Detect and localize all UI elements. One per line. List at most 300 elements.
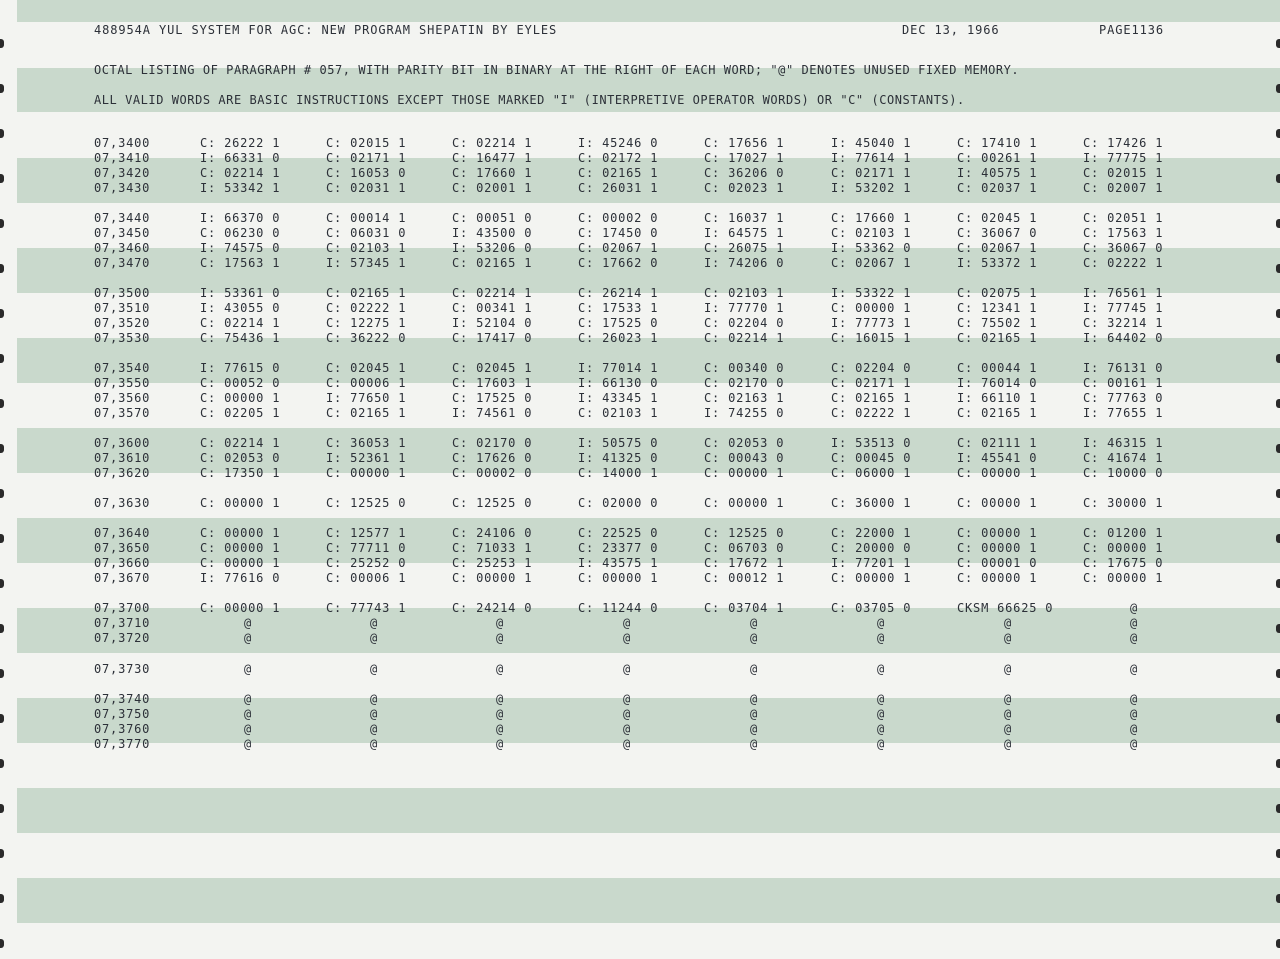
memory-word: C: 30000 1 (1083, 496, 1164, 510)
memory-word: I: 66331 0 (200, 151, 281, 165)
memory-word: C: 06703 0 (704, 541, 785, 555)
row-address: 07,3440 (94, 211, 151, 225)
memory-word: C: 16015 1 (831, 331, 912, 345)
row-address: 07,3410 (94, 151, 151, 165)
memory-word: C: 02015 1 (326, 136, 407, 150)
memory-word: C: 71033 1 (452, 541, 533, 555)
memory-word: I: 76561 1 (1083, 286, 1164, 300)
row-address: 07,3770 (94, 737, 151, 751)
memory-word: C: 25252 0 (326, 556, 407, 570)
memory-word: C: 00000 1 (200, 541, 281, 555)
listing-row (0, 571, 1280, 586)
memory-word: C: 02214 1 (452, 136, 533, 150)
memory-word: C: 16477 1 (452, 151, 533, 165)
unused-memory-marker: @ (622, 722, 632, 736)
memory-word: I: 43500 0 (452, 226, 533, 240)
memory-word: C: 17450 0 (578, 226, 659, 240)
memory-word: I: 74206 0 (704, 256, 785, 270)
unused-memory-marker: @ (369, 722, 379, 736)
memory-word: I: 77745 1 (1083, 301, 1164, 315)
memory-word: C: 00340 0 (704, 361, 785, 375)
row-address: 07,3670 (94, 571, 151, 585)
tractor-hole (1276, 939, 1280, 948)
memory-word: C: 02103 1 (831, 226, 912, 240)
memory-word: C: 02214 1 (452, 286, 533, 300)
memory-word: I: 77650 1 (326, 391, 407, 405)
unused-memory-marker: @ (1129, 707, 1139, 721)
memory-word: C: 02067 1 (578, 241, 659, 255)
unused-memory-marker: @ (1003, 707, 1013, 721)
row-address: 07,3760 (94, 722, 151, 736)
unused-memory-marker: @ (243, 722, 253, 736)
listing-row (0, 556, 1280, 571)
memory-word: C: 41674 1 (1083, 451, 1164, 465)
tractor-hole (0, 939, 4, 948)
memory-word: I: 66370 0 (200, 211, 281, 225)
unused-memory-marker: @ (1129, 662, 1139, 676)
listing-row (0, 181, 1280, 196)
memory-word: C: 00052 0 (200, 376, 281, 390)
memory-word: C: 03705 0 (831, 601, 912, 615)
row-address: 07,3650 (94, 541, 151, 555)
memory-word: C: 06031 0 (326, 226, 407, 240)
memory-word: C: 00000 1 (957, 526, 1038, 540)
memory-word: C: 02165 1 (831, 391, 912, 405)
memory-word: C: 00261 1 (957, 151, 1038, 165)
memory-word: C: 00000 1 (200, 526, 281, 540)
unused-memory-marker: @ (876, 722, 886, 736)
listing-row (0, 361, 1280, 376)
memory-word: C: 02045 1 (452, 361, 533, 375)
memory-word: I: 53202 1 (831, 181, 912, 195)
memory-word: I: 53361 0 (200, 286, 281, 300)
memory-word: I: 45541 0 (957, 451, 1038, 465)
memory-word: C: 02031 1 (326, 181, 407, 195)
memory-word: I: 53322 1 (831, 286, 912, 300)
memory-word: C: 12577 1 (326, 526, 407, 540)
row-address: 07,3520 (94, 316, 151, 330)
memory-word: C: 00000 1 (200, 601, 281, 615)
memory-word: C: 00006 1 (326, 571, 407, 585)
memory-word: C: 16053 0 (326, 166, 407, 180)
memory-word: C: 17027 1 (704, 151, 785, 165)
unused-memory-marker: @ (1129, 692, 1139, 706)
memory-word: I: 74561 0 (452, 406, 533, 420)
row-address: 07,3470 (94, 256, 151, 270)
memory-word: C: 17672 1 (704, 556, 785, 570)
memory-word: C: 02103 1 (704, 286, 785, 300)
listing-row (0, 526, 1280, 541)
row-address: 07,3700 (94, 601, 151, 615)
memory-word: I: 77655 1 (1083, 406, 1164, 420)
memory-word: C: 02214 1 (200, 166, 281, 180)
memory-word: C: 17675 0 (1083, 556, 1164, 570)
listing-row (0, 722, 1280, 737)
memory-word: C: 02170 0 (452, 436, 533, 450)
unused-memory-marker: @ (876, 737, 886, 751)
unused-memory-marker: @ (243, 631, 253, 645)
listing-row (0, 616, 1280, 631)
listing-row (0, 286, 1280, 301)
memory-word: C: 16037 1 (704, 211, 785, 225)
memory-word: C: 12525 0 (704, 526, 785, 540)
memory-word: C: 02053 0 (704, 436, 785, 450)
memory-word: C: 02204 0 (704, 316, 785, 330)
row-address: 07,3420 (94, 166, 151, 180)
row-address: 07,3450 (94, 226, 151, 240)
memory-word: C: 06000 1 (831, 466, 912, 480)
unused-memory-marker: @ (749, 707, 759, 721)
tractor-hole (1276, 39, 1280, 48)
memory-word: C: 11244 0 (578, 601, 659, 615)
tractor-hole (0, 804, 4, 813)
memory-word: C: 02067 1 (957, 241, 1038, 255)
memory-word: C: 17662 0 (578, 256, 659, 270)
memory-word: C: 00006 1 (326, 376, 407, 390)
row-address: 07,3750 (94, 707, 151, 721)
memory-word: C: 12341 1 (957, 301, 1038, 315)
memory-word: C: 02165 1 (326, 286, 407, 300)
job-title: 488954A YUL SYSTEM FOR AGC: NEW PROGRAM SHEPATIN BY EYLES (94, 23, 558, 37)
memory-word: C: 36053 1 (326, 436, 407, 450)
memory-word: I: 77773 1 (831, 316, 912, 330)
memory-word: C: 20000 0 (831, 541, 912, 555)
memory-word: I: 77616 0 (200, 571, 281, 585)
unused-memory-marker: @ (876, 631, 886, 645)
memory-word: C: 00014 1 (326, 211, 407, 225)
listing-row (0, 601, 1280, 616)
memory-word: C: 00000 1 (200, 556, 281, 570)
memory-word: C: 00045 0 (831, 451, 912, 465)
memory-word: C: 02045 1 (957, 211, 1038, 225)
memory-word: C: 12525 0 (452, 496, 533, 510)
unused-memory-marker: @ (1129, 631, 1139, 645)
memory-word: C: 02015 1 (1083, 166, 1164, 180)
unused-memory-marker: @ (749, 692, 759, 706)
listing-row (0, 662, 1280, 677)
memory-word: C: 00044 1 (957, 361, 1038, 375)
unused-memory-marker: @ (369, 737, 379, 751)
memory-word: C: 00012 1 (704, 571, 785, 585)
memory-word: C: 12525 0 (326, 496, 407, 510)
memory-word: I: 74255 0 (704, 406, 785, 420)
unused-memory-marker: @ (1003, 616, 1013, 630)
memory-word: C: 02165 1 (326, 406, 407, 420)
memory-word: C: 77743 1 (326, 601, 407, 615)
memory-word: I: 45246 0 (578, 136, 659, 150)
memory-word: C: 17410 1 (957, 136, 1038, 150)
memory-word: I: 53342 1 (200, 181, 281, 195)
unused-memory-marker: @ (749, 722, 759, 736)
memory-word: C: 24106 0 (452, 526, 533, 540)
row-address: 07,3740 (94, 692, 151, 706)
row-address: 07,3530 (94, 331, 151, 345)
row-address: 07,3500 (94, 286, 151, 300)
memory-word: C: 26023 1 (578, 331, 659, 345)
memory-word: C: 17626 0 (452, 451, 533, 465)
memory-word: C: 17426 1 (1083, 136, 1164, 150)
tractor-hole (0, 84, 4, 93)
tractor-hole (0, 894, 4, 903)
unused-memory-marker: @ (749, 616, 759, 630)
memory-word: I: 57345 1 (326, 256, 407, 270)
tractor-hole (1276, 84, 1280, 93)
unused-memory-marker: @ (243, 707, 253, 721)
row-address: 07,3720 (94, 631, 151, 645)
row-address: 07,3610 (94, 451, 151, 465)
memory-word: C: 00000 1 (200, 496, 281, 510)
memory-word: C: 17525 0 (578, 316, 659, 330)
memory-word: I: 50575 0 (578, 436, 659, 450)
tractor-hole (1276, 804, 1280, 813)
row-address: 07,3540 (94, 361, 151, 375)
memory-word: C: 75502 1 (957, 316, 1038, 330)
row-address: 07,3710 (94, 616, 151, 630)
row-address: 07,3730 (94, 662, 151, 676)
memory-word: C: 00000 1 (1083, 541, 1164, 555)
tractor-hole (0, 759, 4, 768)
memory-word: I: 45040 1 (831, 136, 912, 150)
memory-word: C: 03704 1 (704, 601, 785, 615)
memory-word: C: 02075 1 (957, 286, 1038, 300)
memory-word: I: 77775 1 (1083, 151, 1164, 165)
unused-memory-marker: @ (1129, 601, 1139, 615)
memory-word: C: 02172 1 (578, 151, 659, 165)
memory-word: C: 36222 0 (326, 331, 407, 345)
memory-word: C: 02023 1 (704, 181, 785, 195)
memory-word: C: 02204 0 (831, 361, 912, 375)
listing-row (0, 436, 1280, 451)
memory-word: I: 77614 1 (831, 151, 912, 165)
row-address: 07,3640 (94, 526, 151, 540)
memory-word: I: 64402 0 (1083, 331, 1164, 345)
unused-memory-marker: @ (749, 737, 759, 751)
memory-word: C: 00000 1 (578, 571, 659, 585)
memory-word: C: 06230 0 (200, 226, 281, 240)
memory-word: C: 00043 0 (704, 451, 785, 465)
tractor-hole (0, 849, 4, 858)
memory-word: I: 77770 1 (704, 301, 785, 315)
memory-word: C: 22000 1 (831, 526, 912, 540)
memory-word: C: 32214 1 (1083, 316, 1164, 330)
listing-row (0, 301, 1280, 316)
memory-word: C: 00000 1 (1083, 571, 1164, 585)
memory-word: C: 36206 0 (704, 166, 785, 180)
listing-row (0, 136, 1280, 151)
unused-memory-marker: @ (622, 707, 632, 721)
memory-word: C: 00002 0 (452, 466, 533, 480)
memory-word: C: 17660 1 (831, 211, 912, 225)
listing-row (0, 226, 1280, 241)
listing-row (0, 151, 1280, 166)
unused-memory-marker: @ (622, 737, 632, 751)
unused-memory-marker: @ (1003, 662, 1013, 676)
memory-word: I: 77201 1 (831, 556, 912, 570)
memory-word: CKSM 66625 0 (957, 601, 1054, 615)
memory-word: C: 14000 1 (578, 466, 659, 480)
memory-word: I: 77014 1 (578, 361, 659, 375)
unused-memory-marker: @ (369, 692, 379, 706)
memory-word: I: 64575 1 (704, 226, 785, 240)
memory-word: C: 24214 0 (452, 601, 533, 615)
row-address: 07,3660 (94, 556, 151, 570)
page-number: PAGE1136 (1099, 23, 1164, 37)
unused-memory-marker: @ (622, 662, 632, 676)
memory-word: C: 02103 1 (326, 241, 407, 255)
unused-memory-marker: @ (495, 662, 505, 676)
memory-word: C: 00000 1 (831, 301, 912, 315)
memory-word: C: 02214 1 (200, 436, 281, 450)
unused-memory-marker: @ (243, 692, 253, 706)
memory-word: C: 02214 1 (704, 331, 785, 345)
memory-word: I: 53362 0 (831, 241, 912, 255)
listing-row (0, 496, 1280, 511)
memory-word: C: 17350 1 (200, 466, 281, 480)
memory-word: C: 17656 1 (704, 136, 785, 150)
unused-memory-marker: @ (1003, 631, 1013, 645)
unused-memory-marker: @ (622, 631, 632, 645)
unused-memory-marker: @ (749, 662, 759, 676)
memory-word: C: 02222 1 (326, 301, 407, 315)
memory-word: C: 02171 1 (831, 376, 912, 390)
row-address: 07,3510 (94, 301, 151, 315)
unused-memory-marker: @ (876, 662, 886, 676)
memory-word: C: 02205 1 (200, 406, 281, 420)
unused-memory-marker: @ (369, 631, 379, 645)
memory-word: I: 52361 1 (326, 451, 407, 465)
memory-word: C: 02045 1 (326, 361, 407, 375)
memory-word: C: 75436 1 (200, 331, 281, 345)
memory-word: C: 00161 1 (1083, 376, 1164, 390)
memory-word: C: 02000 0 (578, 496, 659, 510)
memory-word: C: 17603 1 (452, 376, 533, 390)
listing-row (0, 737, 1280, 752)
listing-row (0, 451, 1280, 466)
listing-row (0, 466, 1280, 481)
memory-word: C: 77763 0 (1083, 391, 1164, 405)
memory-word: C: 02165 1 (957, 331, 1038, 345)
memory-word: C: 02111 1 (957, 436, 1038, 450)
memory-word: I: 66110 1 (957, 391, 1038, 405)
memory-word: C: 77711 0 (326, 541, 407, 555)
memory-word: C: 25253 1 (452, 556, 533, 570)
row-address: 07,3550 (94, 376, 151, 390)
unused-memory-marker: @ (622, 616, 632, 630)
unused-memory-marker: @ (495, 616, 505, 630)
listing-row (0, 406, 1280, 421)
unused-memory-marker: @ (495, 692, 505, 706)
memory-word: C: 02165 1 (578, 166, 659, 180)
memory-word: C: 22525 0 (578, 526, 659, 540)
memory-word: C: 36000 1 (831, 496, 912, 510)
memory-word: C: 01200 1 (1083, 526, 1164, 540)
memory-word: C: 23377 0 (578, 541, 659, 555)
memory-word: C: 02051 1 (1083, 211, 1164, 225)
memory-word: C: 00051 0 (452, 211, 533, 225)
unused-memory-marker: @ (495, 722, 505, 736)
unused-memory-marker: @ (495, 631, 505, 645)
memory-word: C: 02001 1 (452, 181, 533, 195)
memory-word: I: 52104 0 (452, 316, 533, 330)
unused-memory-marker: @ (1003, 737, 1013, 751)
memory-word: C: 02053 0 (200, 451, 281, 465)
memory-word: C: 12275 1 (326, 316, 407, 330)
memory-word: I: 43055 0 (200, 301, 281, 315)
memory-word: I: 66130 0 (578, 376, 659, 390)
row-address: 07,3460 (94, 241, 151, 255)
memory-word: C: 00000 1 (326, 466, 407, 480)
unused-memory-marker: @ (876, 616, 886, 630)
listing-row (0, 631, 1280, 646)
listing-row (0, 241, 1280, 256)
memory-word: C: 02037 1 (957, 181, 1038, 195)
memory-word: C: 02067 1 (831, 256, 912, 270)
memory-word: C: 17563 1 (1083, 226, 1164, 240)
unused-memory-marker: @ (243, 662, 253, 676)
memory-word: C: 00341 1 (452, 301, 533, 315)
intro-line-1: OCTAL LISTING OF PARAGRAPH # 057, WITH PARITY BIT IN BINARY AT THE RIGHT OF EACH WORD; "@" DENOTES UNUSED FIXED MEMORY. (94, 63, 1020, 77)
memory-word: I: 77615 0 (200, 361, 281, 375)
memory-word: I: 76131 0 (1083, 361, 1164, 375)
unused-memory-marker: @ (622, 692, 632, 706)
unused-memory-marker: @ (369, 707, 379, 721)
unused-memory-marker: @ (243, 616, 253, 630)
listing-row (0, 541, 1280, 556)
listing-row (0, 692, 1280, 707)
unused-memory-marker: @ (369, 616, 379, 630)
paper-band (17, 878, 1280, 923)
memory-word: I: 43345 1 (578, 391, 659, 405)
print-date: DEC 13, 1966 (902, 23, 1000, 37)
memory-word: C: 10000 0 (1083, 466, 1164, 480)
unused-memory-marker: @ (495, 707, 505, 721)
unused-memory-marker: @ (1129, 737, 1139, 751)
memory-word: C: 00001 0 (957, 556, 1038, 570)
unused-memory-marker: @ (1003, 692, 1013, 706)
memory-word: C: 02214 1 (200, 316, 281, 330)
memory-word: C: 00000 1 (957, 496, 1038, 510)
tractor-hole (1276, 849, 1280, 858)
memory-word: C: 00000 1 (831, 571, 912, 585)
memory-word: C: 02103 1 (578, 406, 659, 420)
unused-memory-marker: @ (495, 737, 505, 751)
unused-memory-marker: @ (1129, 722, 1139, 736)
memory-word: C: 00000 1 (704, 466, 785, 480)
memory-word: C: 02171 1 (831, 166, 912, 180)
memory-word: C: 17417 0 (452, 331, 533, 345)
memory-word: C: 36067 0 (1083, 241, 1164, 255)
memory-word: I: 53372 1 (957, 256, 1038, 270)
row-address: 07,3600 (94, 436, 151, 450)
memory-word: C: 02007 1 (1083, 181, 1164, 195)
listing-row (0, 331, 1280, 346)
memory-word: C: 17563 1 (200, 256, 281, 270)
memory-word: C: 02171 1 (326, 151, 407, 165)
tractor-hole (1276, 759, 1280, 768)
unused-memory-marker: @ (749, 631, 759, 645)
listing-row (0, 316, 1280, 331)
memory-word: C: 02163 1 (704, 391, 785, 405)
listing-row (0, 391, 1280, 406)
unused-memory-marker: @ (876, 707, 886, 721)
memory-word: C: 00002 0 (578, 211, 659, 225)
memory-word: C: 26075 1 (704, 241, 785, 255)
memory-word: C: 00000 1 (452, 571, 533, 585)
listing-row (0, 166, 1280, 181)
row-address: 07,3560 (94, 391, 151, 405)
memory-word: C: 02222 1 (831, 406, 912, 420)
unused-memory-marker: @ (369, 662, 379, 676)
